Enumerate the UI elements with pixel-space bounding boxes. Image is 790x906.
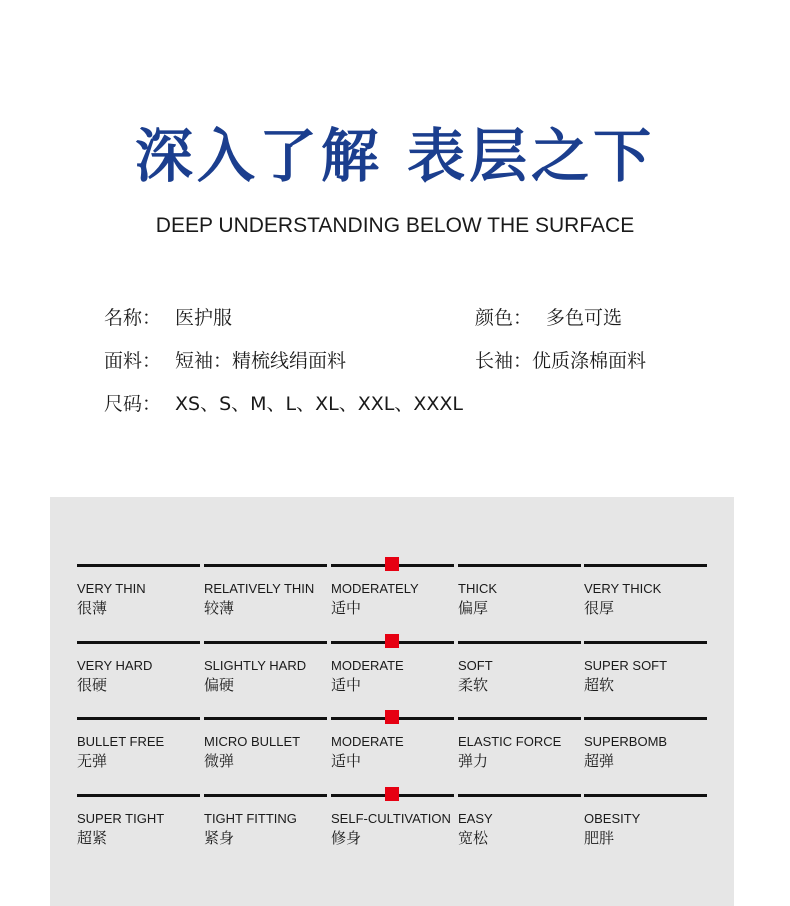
spec-fabric bbox=[104, 348, 346, 374]
headline-en: DEEP UNDERSTANDING BELOW THE SURFACE bbox=[155, 214, 635, 237]
headline-cn: 深入了解 表层之下 bbox=[134, 122, 656, 190]
scale-segment bbox=[204, 717, 327, 720]
scale-segment bbox=[458, 717, 581, 720]
selected-marker bbox=[385, 557, 399, 571]
scale-option-en: SLIGHTLY HARD bbox=[204, 658, 307, 673]
scale-segment bbox=[584, 717, 707, 720]
scale-option-zh: 偏硬 bbox=[204, 676, 235, 694]
spec-name bbox=[104, 305, 232, 331]
scale-option bbox=[331, 580, 459, 618]
attribute-panel bbox=[50, 497, 734, 906]
scale-option bbox=[331, 733, 459, 771]
scale-option-en: ELASTIC FORCE bbox=[458, 734, 562, 749]
scale-row-softness bbox=[77, 641, 707, 701]
scale-option-zh: 适中 bbox=[331, 599, 362, 617]
scale-option-zh: 超弹 bbox=[584, 752, 615, 770]
scale-option bbox=[77, 657, 205, 695]
scale-option-zh: 很厚 bbox=[584, 599, 615, 617]
scale-option bbox=[458, 810, 586, 848]
scale-segment bbox=[77, 794, 200, 797]
scale-segment bbox=[584, 564, 707, 567]
scale-option-zh: 很薄 bbox=[77, 599, 108, 617]
spec-name-label: 名称： bbox=[104, 307, 162, 329]
scale-option-zh: 修身 bbox=[331, 829, 362, 847]
scale-option bbox=[584, 810, 712, 848]
scale-segment bbox=[204, 794, 327, 797]
spec-fabric-value: 短袖：精梳线绢面料 bbox=[175, 350, 347, 372]
spec-size-value: XS、S、M、L、XL、XXL、XXXL bbox=[175, 393, 463, 415]
scale-option-en: VERY THICK bbox=[584, 581, 662, 596]
scale-option bbox=[77, 580, 205, 618]
selected-marker bbox=[385, 787, 399, 801]
scale-option bbox=[331, 810, 459, 848]
scale-option bbox=[204, 733, 332, 771]
scale-option bbox=[584, 580, 712, 618]
scale-segment bbox=[204, 564, 327, 567]
scale-option-zh: 肥胖 bbox=[584, 829, 615, 847]
scale-option bbox=[331, 657, 459, 695]
scale-option bbox=[204, 810, 332, 848]
scale-option-en: BULLET FREE bbox=[77, 734, 165, 749]
spec-size bbox=[104, 391, 463, 417]
scale-segment bbox=[77, 717, 200, 720]
scale-segment bbox=[77, 641, 200, 644]
spec-color-label: 颜色： bbox=[475, 307, 533, 329]
spec-long-sleeve-value: 优质涤棉面料 bbox=[532, 350, 647, 372]
scale-option-en: SOFT bbox=[458, 658, 493, 673]
selected-marker bbox=[385, 634, 399, 648]
scale-option-en: MICRO BULLET bbox=[204, 734, 301, 749]
spec-color bbox=[475, 305, 622, 331]
scale-option-en: SUPERBOMB bbox=[584, 734, 668, 749]
scale-option-en: MODERATE bbox=[331, 734, 404, 749]
scale-option-zh: 较薄 bbox=[204, 599, 235, 617]
scale-option-zh: 适中 bbox=[331, 676, 362, 694]
scale-option-en: THICK bbox=[458, 581, 497, 596]
scale-option-zh: 宽松 bbox=[458, 829, 489, 847]
scale-option bbox=[204, 580, 332, 618]
scale-option-en: VERY THIN bbox=[77, 581, 146, 596]
scale-option bbox=[584, 733, 712, 771]
scale-row-thickness bbox=[77, 564, 707, 624]
scale-option bbox=[204, 657, 332, 695]
scale-option-en: VERY HARD bbox=[77, 658, 153, 673]
scale-option-zh: 适中 bbox=[331, 752, 362, 770]
scale-option-zh: 弹力 bbox=[458, 752, 489, 770]
scale-option bbox=[584, 657, 712, 695]
scale-option-zh: 柔软 bbox=[458, 676, 489, 694]
scale-segment bbox=[204, 641, 327, 644]
scale-option-en: SELF-CULTIVATION bbox=[331, 811, 451, 826]
spec-name-value: 医护服 bbox=[175, 307, 233, 329]
scale-segment bbox=[584, 794, 707, 797]
scale-option-zh: 无弹 bbox=[77, 752, 108, 770]
spec-long-sleeve-label: 长袖： bbox=[475, 350, 533, 372]
scale-option-zh: 很硬 bbox=[77, 676, 108, 694]
scale-segment bbox=[584, 641, 707, 644]
scale-option-zh: 紧身 bbox=[204, 829, 235, 847]
scale-segment bbox=[77, 564, 200, 567]
scale-option-en: TIGHT FITTING bbox=[204, 811, 297, 826]
scale-option-en: EASY bbox=[458, 811, 493, 826]
scale-option-en: SUPER SOFT bbox=[584, 658, 668, 673]
scale-option bbox=[458, 657, 586, 695]
selected-marker bbox=[385, 710, 399, 724]
scale-option-zh: 偏厚 bbox=[458, 599, 489, 617]
scale-option-en: RELATIVELY THIN bbox=[204, 581, 315, 596]
spec-long-sleeve bbox=[475, 348, 646, 374]
scale-option bbox=[77, 733, 205, 771]
scale-option-zh: 超紧 bbox=[77, 829, 108, 847]
scale-option-en: OBESITY bbox=[584, 811, 641, 826]
scale-row-fit bbox=[77, 794, 707, 854]
scale-row-elasticity bbox=[77, 717, 707, 777]
spec-size-label: 尺码： bbox=[104, 393, 162, 415]
scale-option-zh: 超软 bbox=[584, 676, 615, 694]
scale-segment bbox=[458, 794, 581, 797]
scale-option-en: MODERATELY bbox=[331, 581, 419, 596]
scale-option bbox=[77, 810, 205, 848]
spec-fabric-label: 面料： bbox=[104, 350, 162, 372]
scale-option bbox=[458, 580, 586, 618]
scale-segment bbox=[458, 641, 581, 644]
scale-option-en: MODERATE bbox=[331, 658, 404, 673]
scale-option bbox=[458, 733, 586, 771]
scale-option-en: SUPER TIGHT bbox=[77, 811, 165, 826]
spec-color-value: 多色可选 bbox=[546, 307, 623, 329]
scale-option-zh: 微弹 bbox=[204, 752, 235, 770]
scale-segment bbox=[458, 564, 581, 567]
